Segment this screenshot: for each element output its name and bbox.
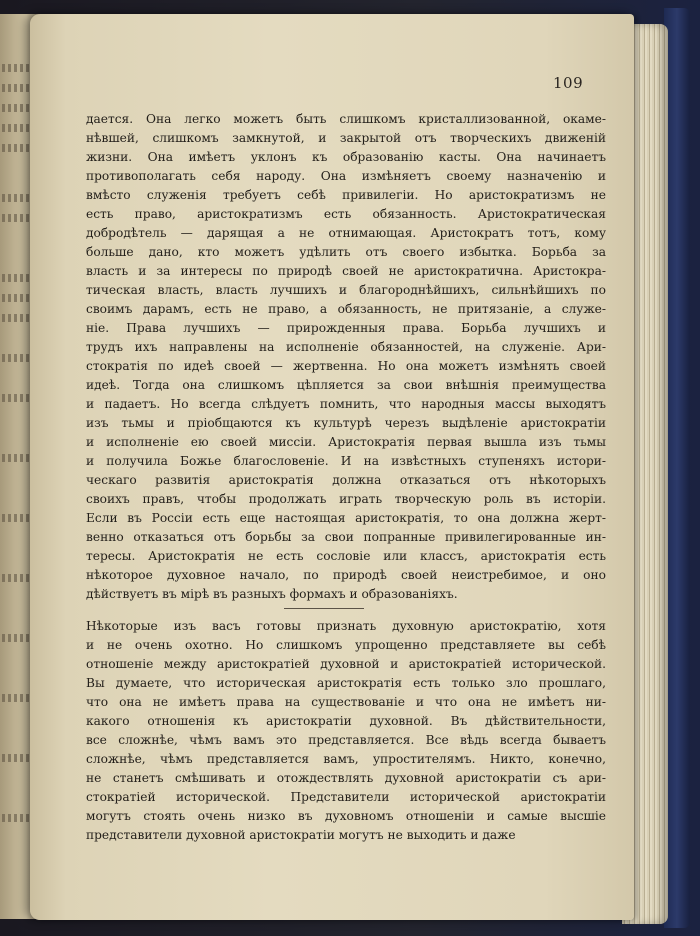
text-line: тересы. Аристократія не есть сословіе или классъ, аристократія есть: [86, 549, 606, 563]
text-line: что она не имѣетъ права на существованіе и что она не имѣетъ ни-: [86, 695, 606, 709]
text-line: идеѣ. Тогда она слишкомъ цѣпляется за свои внѣшнія преимущества: [86, 378, 606, 392]
paragraph-1: [86, 110, 606, 604]
page-number: 109: [553, 74, 584, 92]
text-line: и падаетъ. Но всегда слѣдуетъ помнить, что народныя массы выходятъ: [86, 397, 606, 411]
text-line: больше дано, кто можетъ удѣлить отъ своего избытка. Борьба за: [86, 245, 606, 259]
text-line: есть право, аристократизмъ есть обязанность. Аристократическая: [86, 207, 606, 221]
text-line: Нѣкоторые изъ васъ готовы признать духовную аристократію, хотя: [86, 619, 606, 633]
text-line: ческаго развитія аристократія должна отказаться отъ нѣкоторыхъ: [86, 473, 606, 487]
text-line: тическая власть, власть лучшихъ и благороднѣйшихъ, сильнѣйшихъ по: [86, 283, 606, 297]
text-line: добродѣтель — дарящая а не отнимающая. Аристократъ тотъ, кому: [86, 226, 606, 240]
text-line: и исполненіе ею своей миссіи. Аристократія первая вышла изъ тьмы: [86, 435, 606, 449]
text-line: ніе. Права лучшихъ — прирожденныя права. Борьба лучшихъ и: [86, 321, 606, 335]
text-line: стократія по идеѣ своей — жертвенна. Но она можетъ измѣнять своей: [86, 359, 606, 373]
text-line: и не очень охотно. Но слишкомъ упрощенно представляете вы себѣ: [86, 638, 606, 652]
text-line: все сложнѣе, чѣмъ вамъ это представляется. Все вѣдь всегда бываетъ: [86, 733, 606, 747]
text-line: противополагать себя народу. Она измѣняетъ своему назначенію и: [86, 169, 606, 183]
text-line: своихъ правъ, чтобы продолжать играть творческую роль въ исторіи.: [86, 492, 606, 506]
text-line: своимъ дарамъ, есть не право, а обязанность, не притязаніе, а служе-: [86, 302, 606, 316]
text-line: сложнѣе, чѣмъ представляется вамъ, упростителямъ. Никто, конечно,: [86, 752, 606, 766]
paragraph-2: [86, 617, 606, 845]
text-line: какого отношенія къ аристократіи духовной. Въ дѣйствительности,: [86, 714, 606, 728]
text-line: нѣвшей, слишкомъ замкнутой, и закрытой отъ творческихъ движеній: [86, 131, 606, 145]
text-line: изъ тьмы и пріобщаются къ культурѣ черезъ выдѣленіе аристократіи: [86, 416, 606, 430]
text-line: представители духовной аристократіи могутъ не выходить и даже: [86, 828, 516, 842]
text-line: венно отказаться отъ борьбы за свои попранные привилегированные ин-: [86, 530, 606, 544]
text-line: нѣкоторое духовное начало, по природѣ своей неистребимое, и оно: [86, 568, 606, 582]
text-line: и получила Божье благословеніе. И на извѣстныхъ ступеняхъ истори-: [86, 454, 606, 468]
text-line: не станетъ смѣшивать и отождествлять духовной аристократіи съ ари-: [86, 771, 606, 785]
text-line: дѣйствуетъ въ мірѣ въ разныхъ формахъ и образованіяхъ.: [86, 587, 458, 601]
text-line: вмѣсто служенія требуетъ себѣ привилегіи. Но аристократизмъ не: [86, 188, 606, 202]
text-line: трудъ ихъ направлены на исполненіе обязанностей, на служеніе. Ари-: [86, 340, 606, 354]
text-line: могутъ стоять очень низко въ духовномъ отношеніи и самые высшіе: [86, 809, 606, 823]
book-page: [30, 14, 634, 920]
section-separator: [284, 608, 364, 609]
text-line: стократіей исторической. Представители исторической аристократіи: [86, 790, 606, 804]
text-line: жизни. Она имѣетъ уклонъ къ образованію касты. Она начинаетъ: [86, 150, 606, 164]
text-line: власть и за интересы по природѣ своей не аристократична. Аристокра-: [86, 264, 606, 278]
text-line: Если въ Россіи есть еще настоящая аристократія, то она должна жерт-: [86, 511, 606, 525]
text-line: дается. Она легко можетъ быть слишкомъ кристаллизованной, окаме-: [86, 112, 606, 126]
text-line: отношеніе между аристократіей духовной и аристократіей исторической.: [86, 657, 606, 671]
text-line: Вы думаете, что историческая аристократія есть только зло прошлаго,: [86, 676, 606, 690]
